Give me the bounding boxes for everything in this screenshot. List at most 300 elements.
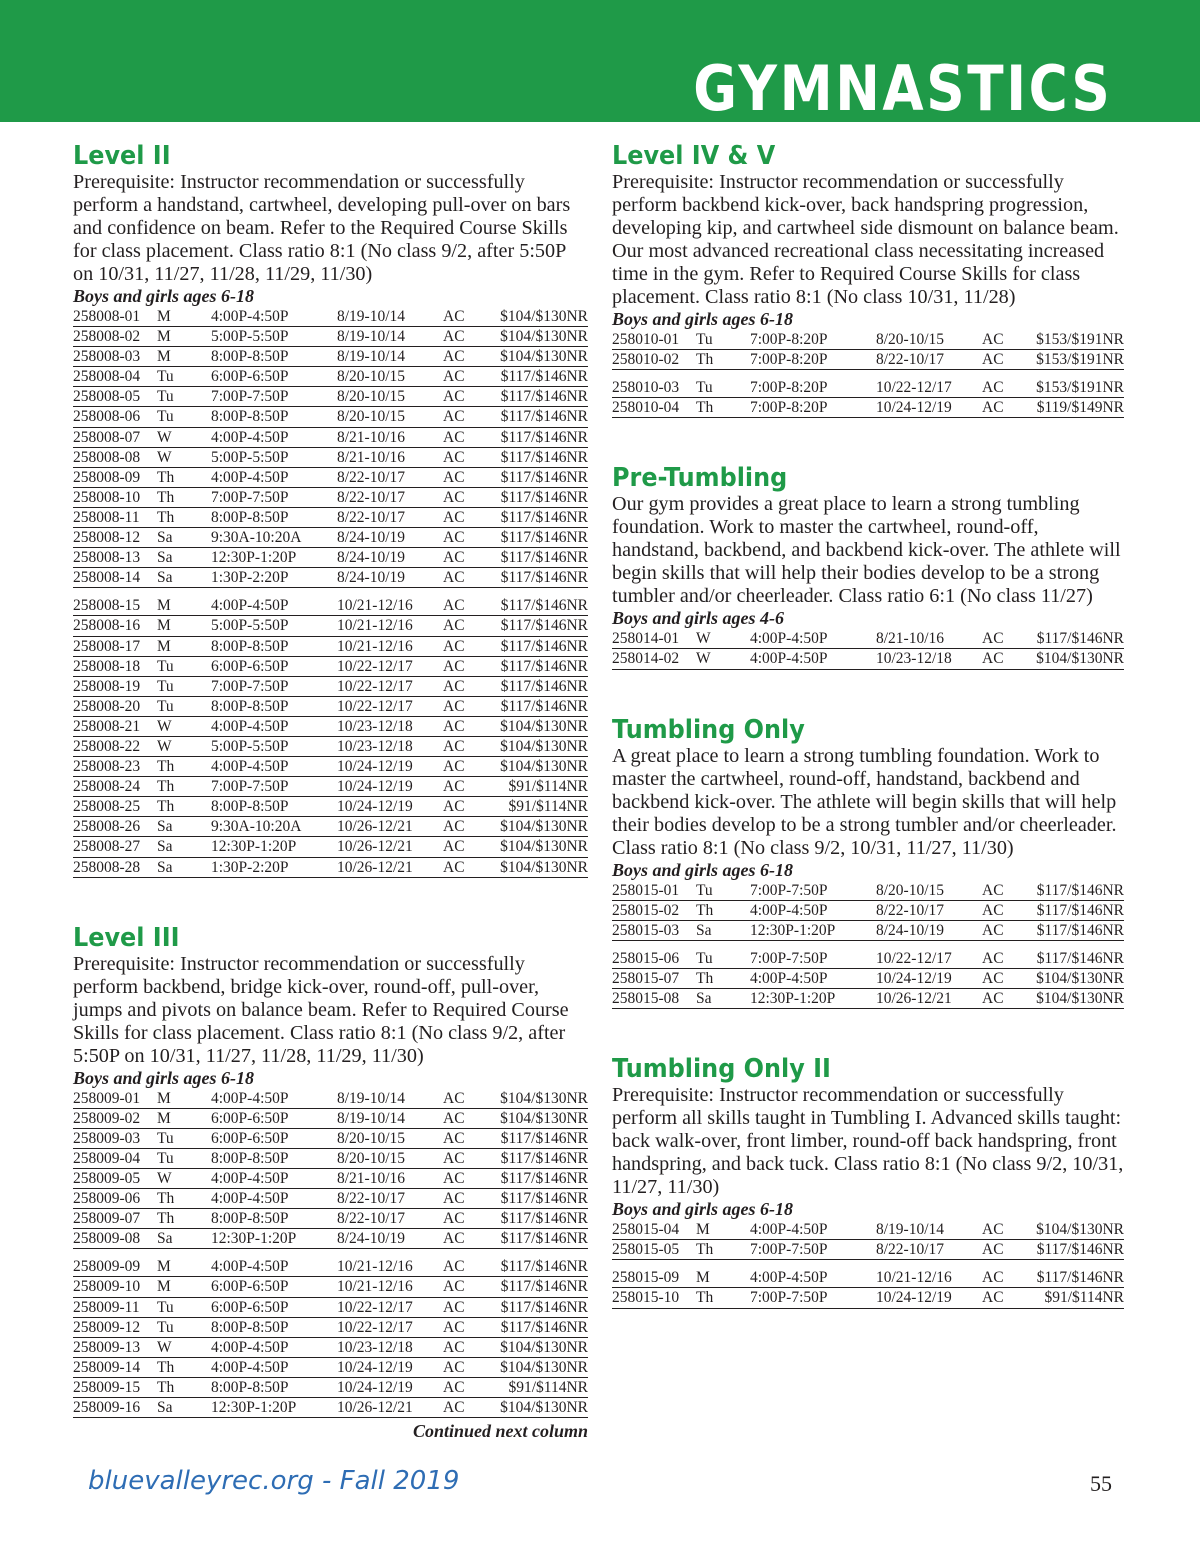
course-location: AC [982,990,1004,1008]
course-dates: 8/22-10/17 [337,508,406,526]
course-price: $117/$146NR [500,1258,588,1276]
course-price: $104/$130NR [500,758,588,776]
course-time: 8:00P-8:50P [211,637,289,655]
course-dates: 8/20-10/15 [337,408,406,426]
table-row [73,637,588,657]
course-price: $104/$130NR [500,1109,588,1127]
course-dates: 8/19-10/14 [337,348,406,366]
section-heading: Tumbling Only [612,714,805,745]
course-code: 258008-21 [73,717,141,735]
course-time: 8:00P-8:50P [211,408,289,426]
course-time: 4:00P-4:50P [750,650,828,668]
course-location: AC [443,508,465,526]
course-code: 258008-04 [73,368,141,386]
course-day: Sa [157,529,173,547]
table-row [73,448,588,468]
table-row [612,1240,1124,1260]
course-location: AC [443,348,465,366]
course-location: AC [443,798,465,816]
course-time: 7:00P-7:50P [211,488,289,506]
course-day: Sa [696,921,712,939]
course-dates: 10/22-12/17 [337,657,413,675]
course-code: 258008-25 [73,798,141,816]
course-code: 258008-18 [73,657,141,675]
course-time: 7:00P-8:20P [750,379,828,397]
course-time: 9:30A-10:20A [211,818,302,836]
course-dates: 8/21-10/16 [876,630,945,648]
course-code: 258008-08 [73,448,141,466]
course-location: AC [443,838,465,856]
course-time: 5:00P-5:50P [211,737,289,755]
course-code: 258009-02 [73,1109,141,1127]
course-code: 258009-11 [73,1298,140,1316]
course-time: 4:00P-4:50P [211,428,289,446]
course-time: 7:00P-8:20P [750,351,828,369]
course-day: Sa [157,569,173,587]
course-location: AC [443,1258,465,1276]
course-price: $91/$114NR [1044,1289,1124,1307]
course-code: 258008-17 [73,637,141,655]
course-day: Tu [696,881,713,899]
course-code: 258009-01 [73,1089,141,1107]
course-location: AC [982,969,1004,987]
course-location: AC [443,408,465,426]
course-location: AC [443,657,465,675]
table-row [73,777,588,797]
course-day: W [157,428,172,446]
group-spacer [612,370,1124,378]
course-dates: 10/21-12/16 [337,1258,413,1276]
course-day: Sa [157,858,173,876]
course-code: 258008-24 [73,778,141,796]
course-location: AC [443,637,465,655]
course-time: 7:00P-7:50P [211,677,289,695]
table-row [73,367,588,387]
course-dates: 8/24-10/19 [337,549,406,567]
course-location: AC [982,901,1004,919]
course-time: 4:00P-4:50P [750,901,828,919]
course-price: $117/$146NR [500,529,588,547]
course-time: 6:00P-6:50P [211,1129,289,1147]
course-code: 258008-01 [73,308,141,325]
course-time: 4:00P-4:50P [211,1338,289,1356]
course-price: $117/$146NR [500,1170,588,1187]
course-code: 258010-02 [612,351,680,369]
course-day: Sa [696,990,712,1008]
course-day: Tu [157,657,174,675]
course-dates: 10/24-12/19 [337,798,413,816]
course-day: W [157,737,172,755]
course-time: 12:30P-1:20P [211,549,297,567]
course-location: AC [443,1170,465,1187]
course-price: $117/$146NR [500,597,588,615]
course-location: AC [443,1298,465,1316]
course-dates: 8/24-10/19 [337,1230,406,1248]
course-location: AC [443,308,465,325]
table-row [73,677,588,697]
group-spacer [612,1260,1124,1268]
table-row [73,1129,588,1149]
course-dates: 8/22-10/17 [337,468,406,486]
course-dates: 10/26-12/21 [337,818,413,836]
continued-note: Continued next column [412,1421,588,1442]
course-price: $117/$146NR [500,657,588,675]
course-dates: 10/24-12/19 [337,778,413,796]
course-dates: 10/21-12/16 [337,597,413,615]
course-day: Th [157,778,175,796]
table-row [612,629,1124,649]
course-price: $117/$146NR [1036,1241,1124,1259]
table-row [73,1109,588,1129]
course-time: 4:00P-4:50P [211,597,289,615]
course-code: 258009-07 [73,1210,141,1228]
course-location: AC [443,697,465,715]
course-price: $117/$146NR [500,1318,588,1336]
course-code: 258015-02 [612,901,680,919]
course-price: $117/$146NR [500,549,588,567]
course-price: $91/$114NR [508,798,588,816]
course-time: 7:00P-7:50P [750,949,828,967]
course-section [612,1053,1124,1308]
course-price: $153/$191NR [1036,379,1124,397]
table-row [73,407,588,427]
course-code: 258015-09 [612,1269,680,1287]
course-location: AC [443,1129,465,1147]
course-code: 258008-14 [73,569,141,587]
course-dates: 10/24-12/19 [337,1378,413,1396]
course-time: 5:00P-5:50P [211,328,289,346]
course-price: $117/$146NR [1036,630,1124,648]
table-row [73,387,588,407]
course-day: M [157,1278,171,1296]
course-price: $117/$146NR [500,1149,588,1167]
group-spacer [612,941,1124,949]
course-code: 258009-13 [73,1338,141,1356]
course-location: AC [443,737,465,755]
course-code: 258008-26 [73,818,141,836]
course-code: 258008-23 [73,758,141,776]
table-row [73,1229,588,1249]
course-location: AC [982,949,1004,967]
course-location: AC [982,399,1004,417]
course-dates: 10/23-12/18 [337,717,413,735]
age-group-label: Boys and girls ages 4-6 [612,608,785,629]
course-day: W [157,448,172,466]
course-location: AC [443,1358,465,1376]
course-dates: 10/21-12/16 [337,617,413,635]
course-day: Th [696,399,714,417]
course-location: AC [443,1318,465,1336]
course-code: 258015-07 [612,969,680,987]
table-row [73,1398,588,1418]
section-description: Prerequisite: Instructor recommendation or successfully perform backbend, bridge kick-over, round-off, pull-over, jumps and pivots on balance beam. Refer to Required Course Skills for class placement. Class ratio 8:1 (No class 9/2, after 5:50P on 10/31, 11/27, 11/28, 11/29, 11/30) [73,952,569,1067]
course-time: 1:30P-2:20P [211,569,289,587]
course-dates: 8/22-10/17 [337,488,406,506]
course-time: 8:00P-8:50P [211,697,289,715]
course-dates: 10/23-12/18 [337,737,413,755]
course-day: Th [696,1289,714,1307]
course-price: $117/$146NR [500,1230,588,1248]
course-price: $104/$130NR [500,1089,588,1107]
footer-site-label: bluevalleyrec.org - Fall 2019 [88,1466,460,1496]
course-code: 258008-19 [73,677,141,695]
course-price: $104/$130NR [500,348,588,366]
course-code: 258008-20 [73,697,141,715]
course-code: 258010-01 [612,331,680,348]
age-group-label: Boys and girls ages 6-18 [612,1199,794,1220]
course-code: 258009-04 [73,1149,141,1167]
course-dates: 8/20-10/15 [337,368,406,386]
course-day: Th [157,488,175,506]
table-row [73,1378,588,1398]
course-day: Tu [157,388,174,406]
course-dates: 10/22-12/17 [337,1318,413,1336]
course-location: AC [443,1149,465,1167]
table-row [73,837,588,857]
course-time: 6:00P-6:50P [211,368,289,386]
course-dates: 10/24-12/19 [876,969,952,987]
course-time: 12:30P-1:20P [211,838,297,856]
course-location: AC [443,1278,465,1296]
course-time: 4:00P-4:50P [211,1258,289,1276]
course-price: $104/$130NR [500,838,588,856]
group-spacer [73,588,588,596]
course-price: $117/$146NR [500,1298,588,1316]
course-time: 7:00P-7:50P [211,778,289,796]
course-code: 258009-06 [73,1190,141,1208]
course-day: W [157,717,172,735]
table-row [73,1189,588,1209]
course-dates: 8/20-10/15 [876,881,945,899]
course-dates: 8/19-10/14 [876,1221,945,1239]
course-price: $104/$130NR [500,737,588,755]
age-group-label: Boys and girls ages 6-18 [612,309,794,329]
course-day: Th [157,798,175,816]
table-row [612,1268,1124,1288]
course-day: Sa [157,1399,173,1417]
course-day: Sa [157,1230,173,1248]
course-time: 8:00P-8:50P [211,1378,289,1396]
course-dates: 8/19-10/14 [337,1089,406,1107]
course-code: 258009-14 [73,1358,141,1376]
course-location: AC [982,630,1004,648]
page-number: 55 [1090,1471,1112,1496]
course-day: Th [157,508,175,526]
course-price: $104/$130NR [500,1358,588,1376]
course-time: 6:00P-6:50P [211,1298,289,1316]
course-day: Tu [696,331,713,348]
course-dates: 10/24-12/19 [876,399,952,417]
course-code: 258008-22 [73,737,141,755]
table-row [73,528,588,548]
course-code: 258009-12 [73,1318,141,1336]
course-time: 12:30P-1:20P [750,921,836,939]
table-row [73,1149,588,1169]
course-day: M [157,1258,171,1276]
group-spacer [73,1249,588,1257]
course-day: Tu [157,1318,174,1336]
table-row [73,568,588,588]
course-day: M [157,597,171,615]
course-time: 4:00P-4:50P [211,468,289,486]
course-code: 258008-27 [73,838,141,856]
course-price: $104/$130NR [1036,1221,1124,1239]
course-dates: 10/22-12/17 [876,949,952,967]
course-location: AC [443,1399,465,1417]
course-dates: 8/24-10/19 [876,921,945,939]
course-day: Th [157,1210,175,1228]
course-section [612,714,1124,1010]
course-dates: 10/26-12/21 [337,858,413,876]
course-location: AC [982,351,1004,369]
table-row [73,508,588,528]
course-price: $117/$146NR [1036,949,1124,967]
course-time: 5:00P-5:50P [211,448,289,466]
course-day: Th [696,901,714,919]
course-day: W [157,1170,172,1187]
course-day: Th [157,758,175,776]
course-day: Th [157,1358,175,1376]
course-code: 258008-06 [73,408,141,426]
course-price: $91/$114NR [508,778,588,796]
course-location: AC [982,1241,1004,1259]
course-price: $117/$146NR [1036,881,1124,899]
course-day: Tu [157,677,174,695]
course-day: Sa [157,818,173,836]
course-dates: 10/22-12/17 [337,677,413,695]
course-price: $119/$149NR [1036,399,1124,417]
course-price: $104/$130NR [500,717,588,735]
table-row [612,989,1124,1009]
course-location: AC [443,468,465,486]
course-code: 258009-15 [73,1378,141,1396]
course-dates: 10/21-12/16 [337,1278,413,1296]
table-row [612,901,1124,921]
course-day: Th [157,468,175,486]
course-day: M [157,348,171,366]
table-row [612,1288,1124,1308]
section-heading: Level II [73,141,171,171]
course-time: 4:00P-4:50P [750,630,828,648]
course-location: AC [443,328,465,346]
table-row [73,697,588,717]
course-day: Th [696,351,714,369]
course-location: AC [443,677,465,695]
course-section [612,140,1124,418]
table-row [612,649,1124,669]
course-day: Tu [696,379,713,397]
course-location: AC [443,428,465,446]
page-title: GYMNASTICS [692,52,1112,125]
course-code: 258008-15 [73,597,141,615]
course-dates: 10/23-12/18 [337,1338,413,1356]
course-code: 258008-12 [73,529,141,547]
course-code: 258015-04 [612,1221,680,1239]
course-time: 12:30P-1:20P [750,990,836,1008]
table-row [73,347,588,367]
table-row [612,398,1124,418]
table-row [73,488,588,508]
course-time: 7:00P-7:50P [750,881,828,899]
course-price: $117/$146NR [500,448,588,466]
course-location: AC [443,1338,465,1356]
course-location: AC [443,778,465,796]
course-location: AC [443,1230,465,1248]
course-dates: 8/20-10/15 [876,331,945,348]
table-row [73,468,588,488]
table-row [73,1089,588,1109]
course-time: 4:00P-4:50P [750,969,828,987]
course-section [73,922,588,1443]
course-code: 258008-16 [73,617,141,635]
course-price: $153/$191NR [1036,331,1124,348]
course-code: 258015-08 [612,990,680,1008]
course-time: 7:00P-8:20P [750,399,828,417]
course-code: 258010-04 [612,399,680,417]
section-description: Prerequisite: Instructor recommendation or successfully perform backbend kick-over, back handspring progression, developing kip, and cartwheel side dismount on balance beam. Our most advanced recreational class necessitating increased time in the gym. Refer to Required Course Skills for class placement. Class ratio 8:1 (No class 10/31, 11/28) [612,171,1119,308]
course-price: $117/$146NR [500,1278,588,1296]
course-price: $117/$146NR [500,569,588,587]
table-row [612,378,1124,398]
table-row [612,881,1124,901]
course-day: Th [157,1190,175,1208]
course-day: Tu [157,697,174,715]
course-day: M [696,1269,710,1287]
course-section [612,462,1124,669]
course-code: 258008-28 [73,858,141,876]
course-location: AC [443,717,465,735]
course-time: 12:30P-1:20P [211,1399,297,1417]
course-dates: 10/24-12/19 [337,758,413,776]
table-row [73,307,588,327]
course-time: 8:00P-8:50P [211,798,289,816]
course-code: 258015-01 [612,881,680,899]
course-day: M [157,328,171,346]
course-dates: 8/21-10/16 [337,448,406,466]
table-row [73,717,588,737]
course-code: 258010-03 [612,379,680,397]
course-price: $117/$146NR [500,677,588,695]
course-dates: 8/22-10/17 [876,1241,945,1259]
course-time: 4:00P-4:50P [750,1269,828,1287]
course-location: AC [443,1210,465,1228]
course-price: $104/$130NR [1036,990,1124,1008]
course-dates: 10/22-12/17 [876,379,952,397]
course-code: 258008-13 [73,549,141,567]
course-price: $104/$130NR [1036,969,1124,987]
course-section [73,140,588,878]
course-location: AC [443,1089,465,1107]
table-row [73,428,588,448]
course-price: $104/$130NR [500,328,588,346]
course-location: AC [443,368,465,386]
course-code: 258009-09 [73,1258,141,1276]
course-price: $117/$146NR [1036,1269,1124,1287]
course-code: 258008-10 [73,488,141,506]
course-dates: 10/24-12/19 [876,1289,952,1307]
course-time: 4:00P-4:50P [211,717,289,735]
table-row [73,1338,588,1358]
course-location: AC [982,881,1004,899]
course-code: 258009-05 [73,1170,141,1187]
table-row [612,350,1124,370]
course-day: Th [157,1378,175,1396]
course-dates: 8/22-10/17 [876,901,945,919]
course-dates: 10/21-12/16 [337,637,413,655]
course-time: 4:00P-4:50P [211,1358,289,1376]
course-dates: 8/24-10/19 [337,569,406,587]
course-code: 258008-09 [73,468,141,486]
